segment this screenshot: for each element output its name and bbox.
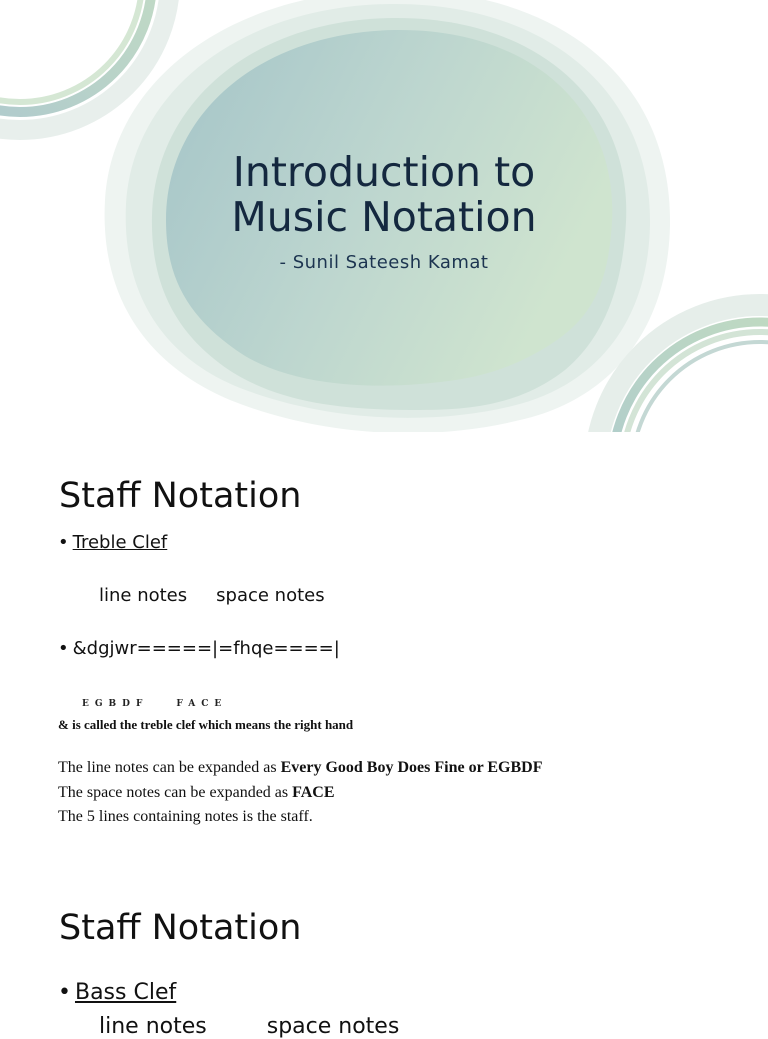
presentation-subtitle: - Sunil Sateesh Kamat <box>279 252 489 273</box>
bass-clef-slide <box>0 864 768 1039</box>
title-block <box>0 150 768 273</box>
space-note-letters: FACE <box>176 699 228 709</box>
clef-caption <box>58 717 353 733</box>
staff-font-string: &dgjwr=====|=fhqe====| <box>72 638 340 659</box>
bass-clef-link[interactable]: Bass Clef <box>74 980 177 1005</box>
line-notes-label: line notes <box>99 1014 207 1039</box>
line-notes-mnemonic: Every Good Boy Does Fine or EGBDF <box>280 759 543 776</box>
treble-clef-link[interactable]: Treble Clef <box>72 532 168 553</box>
line-notes-label: line notes <box>99 585 188 606</box>
treble-clef-bullet <box>58 532 167 553</box>
line-note-letters: EGBDF <box>82 699 149 709</box>
line-notes-sentence <box>58 759 543 777</box>
space-notes-label: space notes <box>216 585 325 606</box>
space-notes-label: space notes <box>266 1014 400 1039</box>
bullet-dot: • <box>58 532 69 553</box>
bullet-dot: • <box>58 980 71 1005</box>
staff-sentence: The 5 lines containing notes is the staff. <box>58 808 313 825</box>
title-slide <box>0 0 768 432</box>
note-type-labels <box>99 1014 399 1039</box>
presentation-title: Introduction to Music Notation <box>231 148 537 241</box>
bass-clef-bullet <box>58 980 176 1005</box>
note-letters <box>82 699 227 709</box>
note-type-labels <box>99 585 325 606</box>
slide-heading: Staff Notation <box>59 476 302 516</box>
staff-string-bullet <box>58 638 340 659</box>
slide-heading: Staff Notation <box>59 908 302 948</box>
clef-symbol: & <box>58 717 69 732</box>
clef-caption-text: is called the treble clef which means the right hand <box>72 717 354 732</box>
space-notes-prefix: The space notes can be expanded as <box>58 784 293 801</box>
line-notes-prefix: The line notes can be expanded as <box>58 759 281 776</box>
treble-clef-slide <box>0 432 768 864</box>
space-notes-sentence <box>58 784 335 802</box>
space-notes-mnemonic: FACE <box>292 784 335 801</box>
bullet-dot: • <box>58 638 69 659</box>
